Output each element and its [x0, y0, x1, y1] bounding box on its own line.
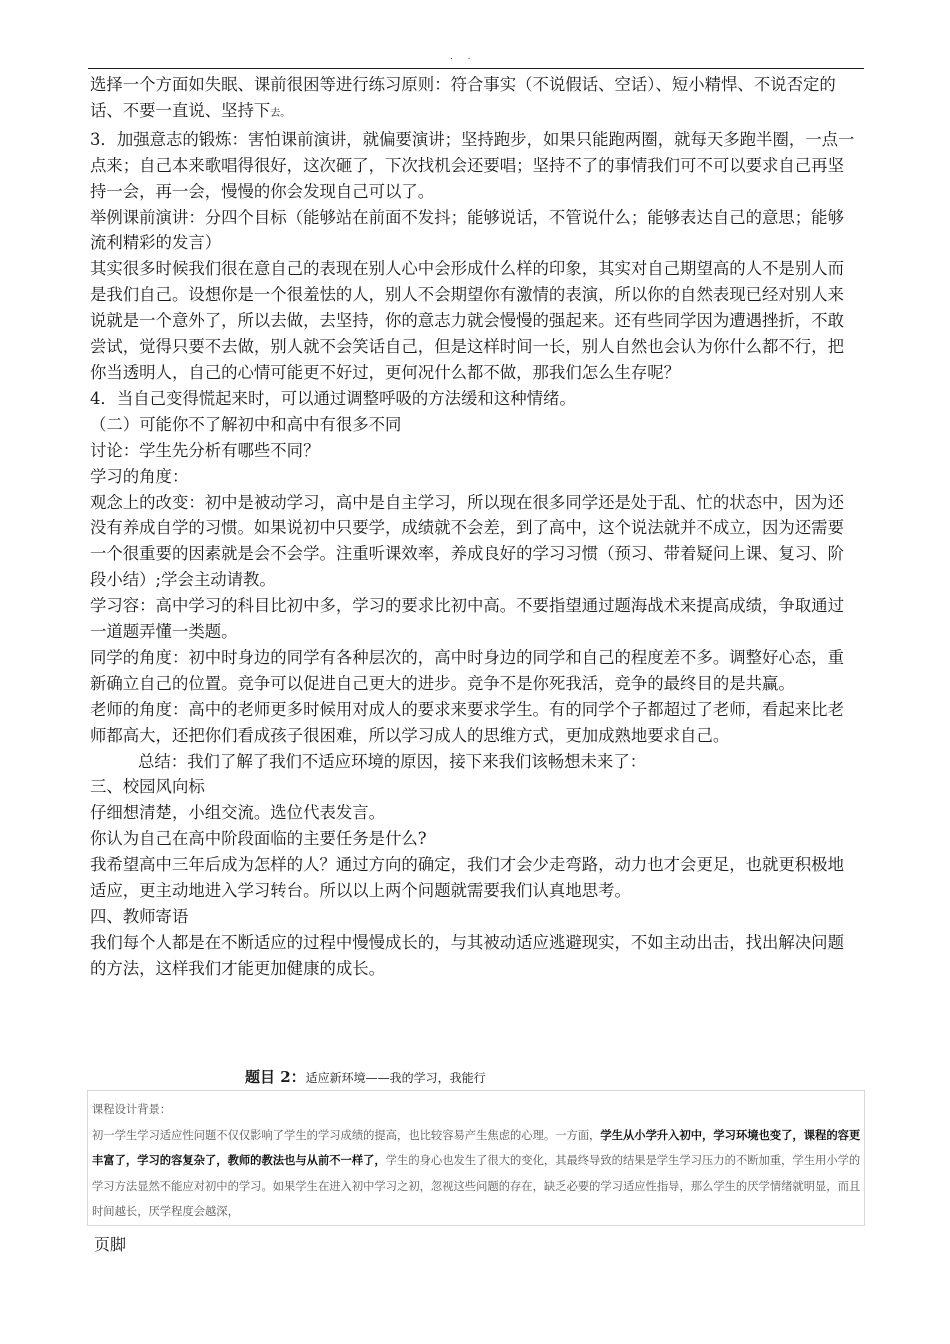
background-text-after: 学生的身心也发生了很大的变化，其最终导致的结果是学生学习压力的不断加重，学生用小学的学习方法显然不能应对初中的学习。如果学生在进入初中学习之初，忽视这些问题的存在，缺乏必要的学习适应性指导，那么学生的厌学情绪就明显，而且时间越长，厌学程度会越深，: [92, 1154, 861, 1218]
footer-label: 页脚: [94, 1235, 127, 1254]
section-heading-campus: 三、校园风向标: [90, 777, 205, 797]
paragraph-classmates: 同学的角度：初中时身边的同学有各种层次的，高中时身边的同学和自己的程度差不多。调整好心态，重新确立自己的位置。竞争可以促进自己更大的进步。竞争不是你死我活，竞争的最终目的是共赢。: [90, 647, 844, 693]
paragraph-self-expectation: 其实很多时候我们很在意自己的表现在别人心中会形成什么样的印象，其实对自己期望高的人不是别人而是我们自己。设想你是一个很羞怯的人，别人不会期望你有激情的表演，所以你的自然表现已经对别人来说就是一个意外了，所以去做，去坚持，你的意志力就会慢慢的强起来。还有些同学因为遭遇挫折，不敢尝试，觉得只要不去做，别人就不会笑话自己，但是这样时间一长，别人自然也会认为你什么都不行，把你当透明人，自己的心情可能更不好过，更何况什么都不做，那我们怎么生存呢？: [90, 259, 844, 382]
section-heading-teacher-words: 四、教师寄语: [90, 907, 189, 926]
background-paragraph: [92, 1123, 862, 1225]
background-box: [87, 1090, 865, 1226]
paragraph-practice-principle: [90, 72, 860, 127]
paragraph-breathing: 4．当自己变得慌起来时，可以通过调整呼吸的方法缓和这种情绪。: [90, 388, 576, 408]
section2-title-text: 适应新环境——我的学习，我能行: [305, 1071, 486, 1085]
paragraph-teacher-words: 我们每个人都是在不断适应的过程中慢慢成长的，与其被动适应逃避现实，不如主动出击，找出解决问题的方法，这样我们才能更加健康的成长。: [90, 932, 844, 978]
paragraph-question-tasks: 你认为自己在高中阶段面临的主要任务是什么?: [90, 829, 427, 849]
paragraph-summary: 总结：我们了解了我们不适应环境的原因，接下来我们该畅想未来了：: [138, 751, 647, 771]
background-emphasis: 学生从小学升入初中，学习环境也变了，课程的容更丰富了，学习的容复杂了，教师的教法也与从前不一样了，: [92, 1127, 861, 1167]
document-body: [90, 72, 860, 982]
background-text-before: 初一学生学习适应性问题不仅仅影响了学生的学习成绩的提高，也比较容易产生焦虑的心理。一方面，: [92, 1128, 601, 1142]
paragraph-teachers: 老师的角度：高中的老师更多时候用对成人的要求来要求学生。有的同学个子都超过了老师，看起来比老师都高大，还把你们看成孩子很困难，所以学习成人的思维方式，更加成熟地要求自己。: [90, 699, 844, 745]
paragraph-group-exchange: 仔细想清楚，小组交流。选位代表发言。: [90, 803, 386, 823]
section-heading-differences: （二）可能你不了解初中和高中有很多不同: [90, 414, 402, 434]
paragraph-tail-text: 去。: [270, 107, 291, 119]
paragraph-learning-angle: 学习的角度：: [90, 466, 189, 486]
paragraph-learning-content: 学习容：高中学习的科目比初中多，学习的要求比初中高。不要指望通过题海战术来提高成绩，争取通过一道题弄懂一类题。: [90, 596, 844, 642]
paragraph-question-future: 我希望高中三年后成为怎样的人？通过方向的确定，我们才会少走弯路，动力也才会更足，也就更积极地适应，更主动地进入学习转台。所以以上两个问题就需要我们认真地思考。: [90, 855, 844, 901]
paragraph-discussion: 讨论：学生先分析有哪些不同？: [90, 440, 320, 460]
background-heading: 课程设计背景：: [92, 1103, 172, 1116]
paragraph-willpower: 3．加强意志的锻炼：害怕课前演讲，就偏要演讲；坚持跑步，如果只能跑两圈，就每天多跑半圈，一点一点来；自己本来歌唱得很好，这次砸了，下次找机会还要唱；坚持不了的事情我们可不可以要求自己再坚持一会，再一会，慢慢的你会发现自己可以了。: [90, 129, 855, 201]
paragraph-speech-example: 举例课前演讲：分四个目标（能够站在前面不发抖；能够说话，不管说什么；能够表达自己的意思；能够流利精彩的发言）: [90, 207, 844, 253]
paragraph-mindset-change: 观念上的改变：初中是被动学习，高中是自主学习，所以现在很多同学还是处于乱、忙的状态中，因为还没有养成自学的习惯。如果说初中只要学，成绩就不会差，到了高中，这个说法就并不成立，因为还需要一个很重要的因素就是会不会学。注重听课效率，养成良好的学习习惯（预习、带着疑问上课、复习、阶段小结）;学会主动请教。: [90, 492, 844, 590]
header-rule: [88, 68, 864, 69]
section2-label: 题目 2：: [245, 1068, 306, 1086]
header-mark: . .: [450, 52, 477, 62]
paragraph-text: 选择一个方面如失眠、课前很困等进行练习原则：符合事实（不说假话、空话）、短小精悍、不说否定的话、不要一直说、坚持下: [90, 75, 836, 120]
section2-title: [245, 1066, 486, 1089]
